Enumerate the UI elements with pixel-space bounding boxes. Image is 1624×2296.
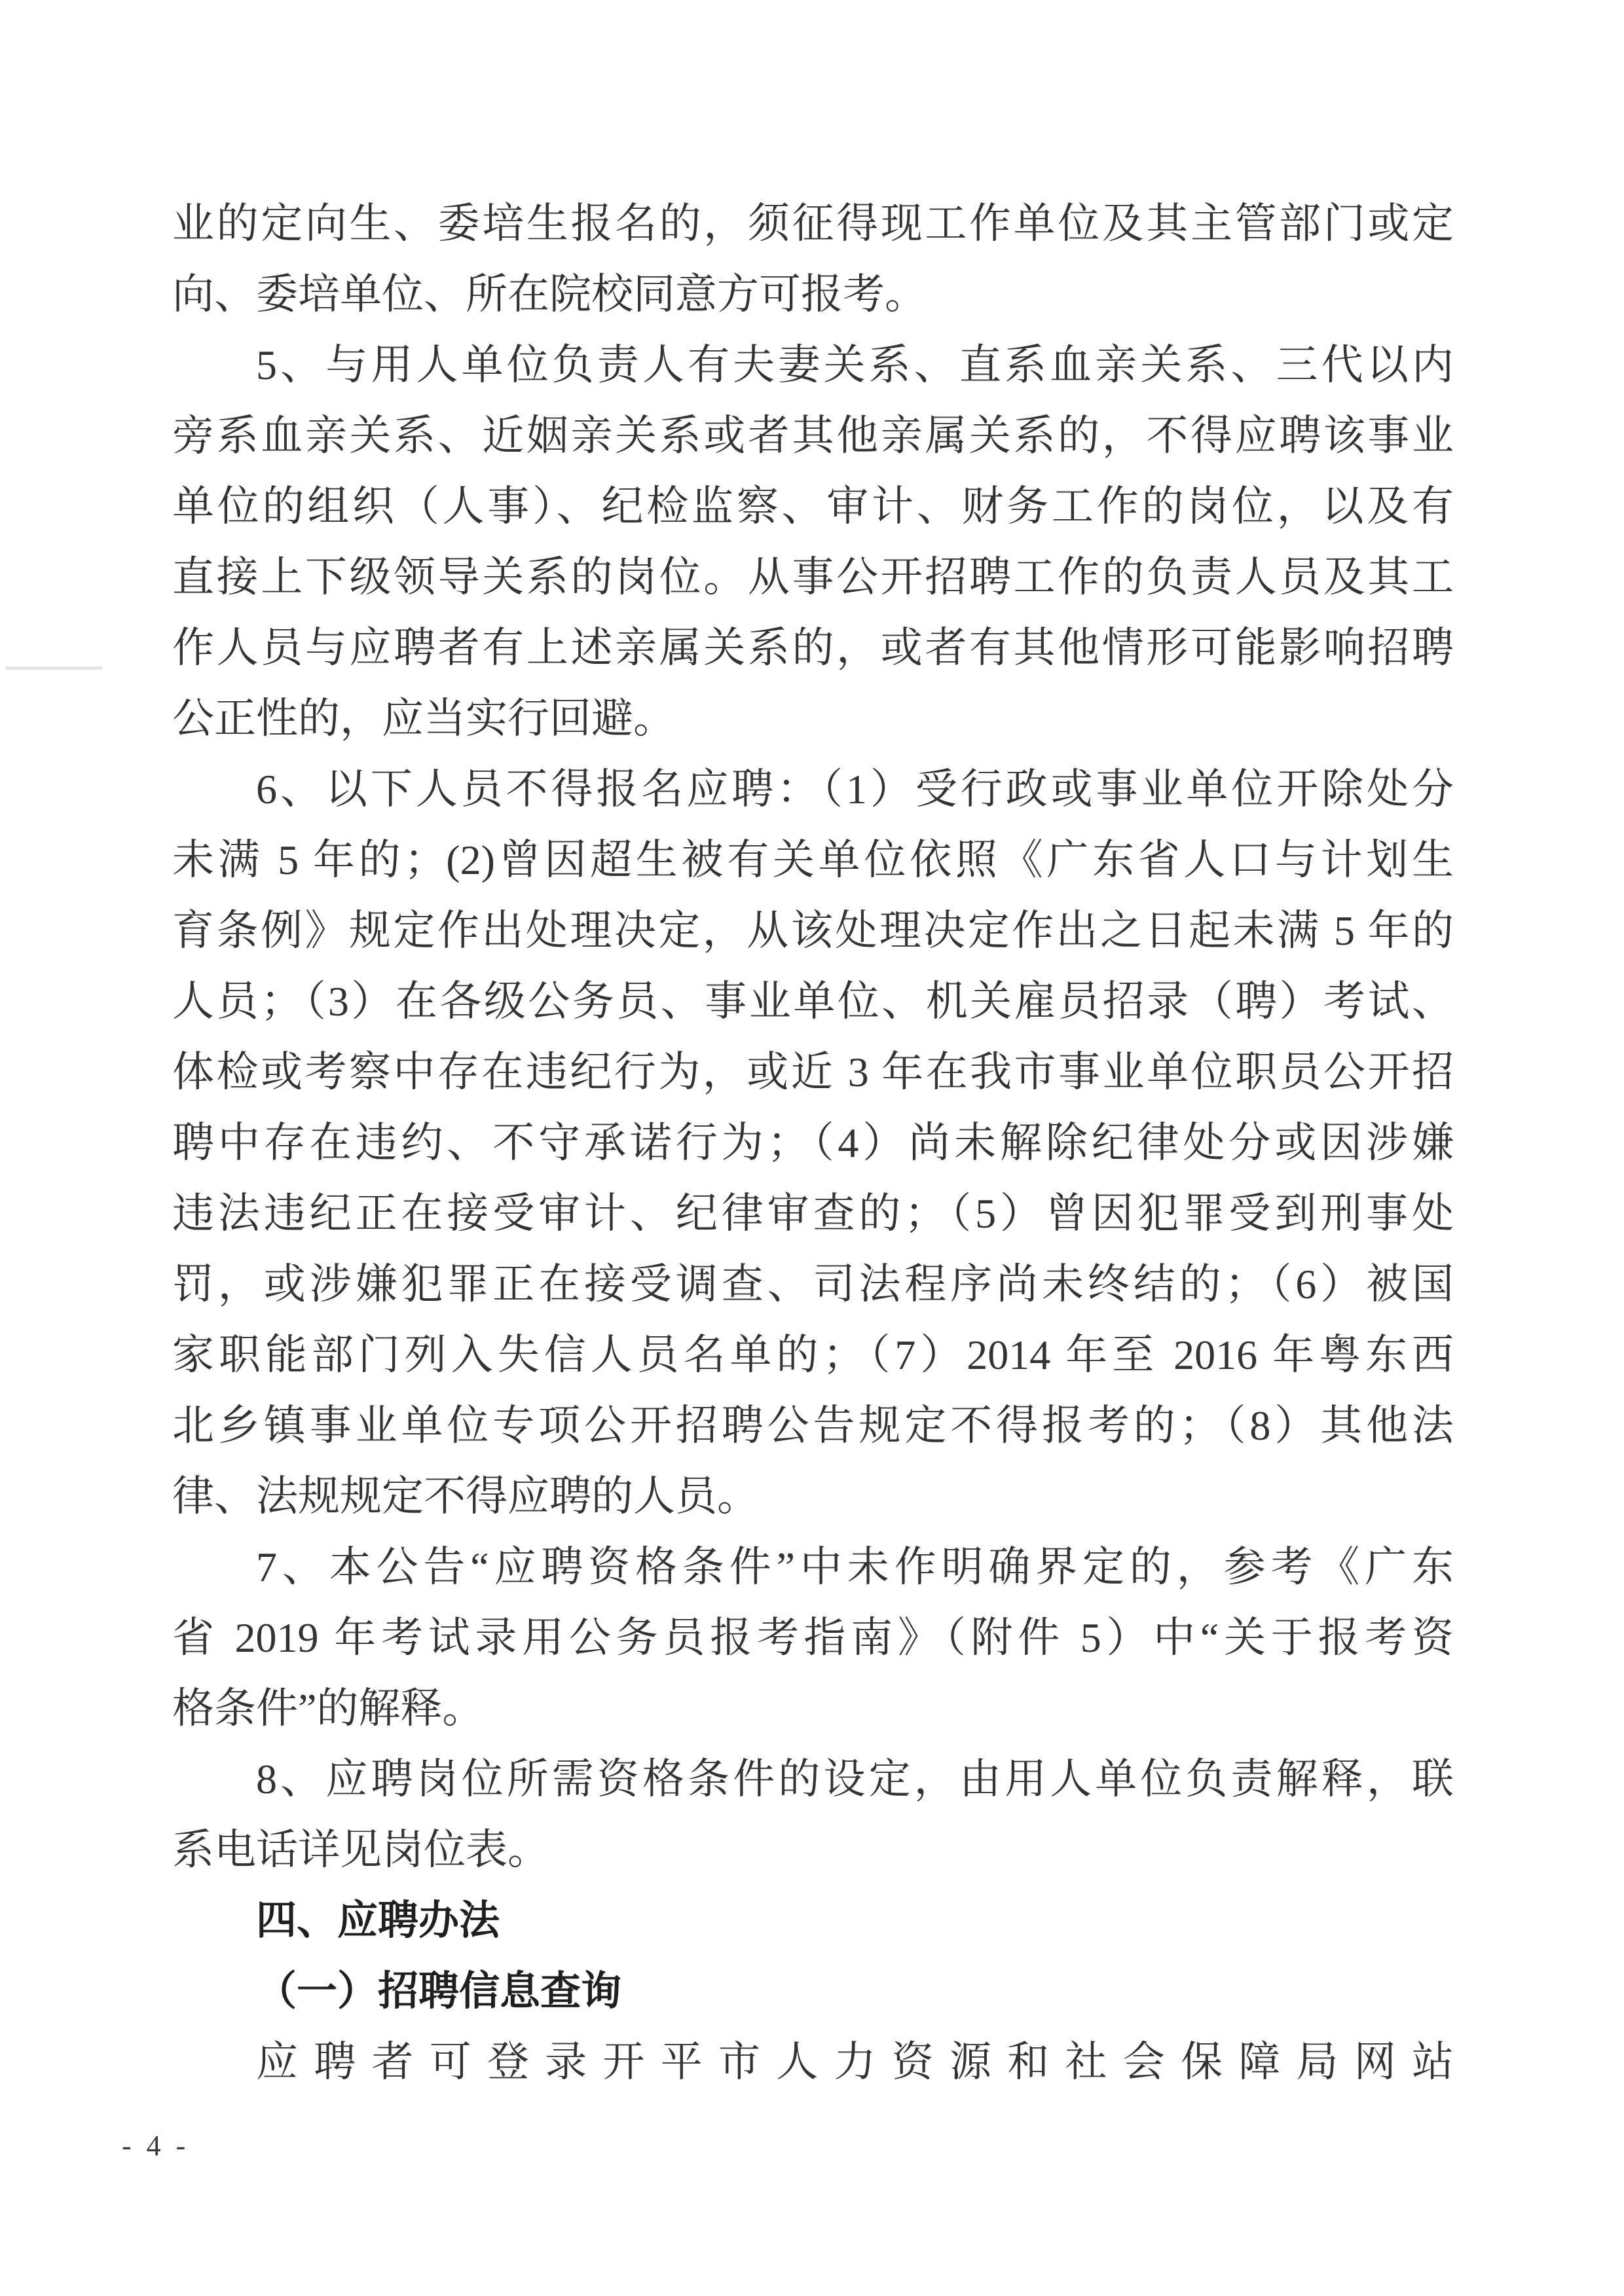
text-line: 7、本公告“应聘资格条件”中未作明确界定的，参考《广东: [256, 1544, 1454, 1590]
text-line: 应聘者可登录开平市人力资源和社会保障局网站: [256, 2039, 1454, 2085]
text-line: 8、应聘岗位所需资格条件的设定，由用人单位负责解释，联: [256, 1756, 1454, 1802]
text-line: 育条例》规定作出处理决定，从该处理决定作出之日起未满 5 年的: [172, 907, 1454, 954]
text-line: 聘中存在违约、不守承诺行为；（4）尚未解除纪律处分或因涉嫌: [172, 1120, 1454, 1166]
text-line: 业的定向生、委培生报名的，须征得现工作单位及其主管部门或定: [172, 200, 1454, 247]
text-line: 旁系血亲关系、近姻亲关系或者其他亲属关系的，不得应聘该事业: [172, 412, 1454, 459]
text-line: 6、以下人员不得报名应聘：（1）受行政或事业单位开除处分: [256, 766, 1454, 812]
text-line: 向、委培单位、所在院校同意方可报考。: [172, 271, 927, 318]
text-line: 律、法规规定不得应聘的人员。: [172, 1473, 759, 1520]
text-line: 罚，或涉嫌犯罪正在接受调查、司法程序尚未终结的；（6）被国: [172, 1261, 1454, 1307]
text-line: 北乡镇事业单位专项公开招聘公告规定不得报考的；（8）其他法: [172, 1402, 1454, 1449]
text-line: 作人员与应聘者有上述亲属关系的，或者有其他情形可能影响招聘: [172, 625, 1454, 671]
text-line: 家职能部门列入失信人员名单的；（7）2014 年至 2016 年粤东西: [172, 1332, 1454, 1378]
text-line: 人员；（3）在各级公务员、事业单位、机关雇员招录（聘）考试、: [172, 978, 1454, 1025]
text-line: 违法违纪正在接受审计、纪律审查的；（5）曾因犯罪受到刑事处: [172, 1190, 1454, 1237]
text-line: 公正性的，应当实行回避。: [172, 695, 675, 742]
text-line: 单位的组织（人事）、纪检监察、审计、财务工作的岗位，以及有: [172, 483, 1454, 530]
text-line: 省 2019 年考试录用公务员报考指南》（附件 5）中“关于报考资: [172, 1614, 1454, 1661]
heading-line: （一）招聘信息查询: [256, 1969, 622, 2014]
text-line: 5、与用人单位负责人有夫妻关系、直系血亲关系、三代以内: [256, 342, 1454, 388]
text-line: 系电话详见岗位表。: [172, 1827, 549, 1873]
text-line: 格条件”的解释。: [172, 1685, 485, 1732]
heading-line: 四、应聘办法: [256, 1898, 500, 1943]
text-line: 未满 5 年的；(2)曾因超生被有关单位依照《广东省人口与计划生: [172, 837, 1454, 883]
text-line: 体检或考察中存在违纪行为，或近 3 年在我市事业单位职员公开招: [172, 1049, 1454, 1095]
document-body: [172, 189, 1454, 2098]
scan-artifact-line: [5, 666, 102, 670]
text-line: 直接上下级领导关系的岗位。从事公开招聘工作的负责人员及其工: [172, 554, 1454, 600]
page-number: - 4 -: [122, 2130, 190, 2162]
